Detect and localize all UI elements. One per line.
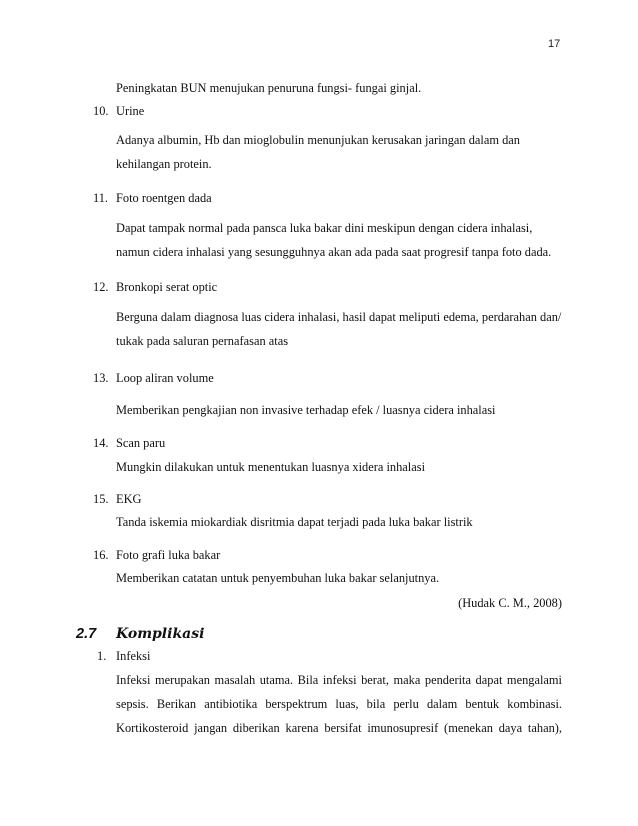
item-10-line-2: kehilangan protein. bbox=[116, 157, 212, 171]
komplikasi-1-number: 1. bbox=[97, 649, 107, 663]
item-14-number: 14. bbox=[93, 436, 109, 450]
komplikasi-1-title: Infeksi bbox=[116, 649, 151, 663]
item-13-line-1: Memberikan pengkajian non invasive terhadap efek / luasnya cidera inhalasi bbox=[116, 403, 496, 417]
item-13-number: 13. bbox=[93, 371, 109, 385]
item-12-number: 12. bbox=[93, 280, 109, 294]
komplikasi-1-line-2: sepsis. Berikan antibiotika berspektrum luas, bila perlu dalam bentuk kombinasi. bbox=[116, 697, 562, 711]
item-11-line-1: Dapat tampak normal pada pansca luka bakar dini meskipun dengan cidera inhalasi, bbox=[116, 221, 533, 235]
item-16-title: Foto grafi luka bakar bbox=[116, 548, 221, 562]
item-10-line-1: Adanya albumin, Hb dan mioglobulin menunjukan kerusakan jaringan dalam dan bbox=[116, 133, 520, 147]
item-15-line-1: Tanda iskemia miokardiak disritmia dapat terjadi pada luka bakar listrik bbox=[116, 515, 473, 529]
item-16-number: 16. bbox=[93, 548, 109, 562]
page-number: 17 bbox=[548, 38, 561, 50]
item-14-title: Scan paru bbox=[116, 436, 166, 450]
komplikasi-1-line-3: Kortikosteroid jangan diberikan karena bersifat imunosupresif (menekan daya tahan), bbox=[116, 721, 562, 735]
item-12-line-2: tukak pada saluran pernafasan atas bbox=[116, 334, 289, 348]
item-10-number: 10. bbox=[93, 104, 109, 118]
item-11-line-2: namun cidera inhalasi yang sesungguhnya akan ada pada saat progresif tanpa foto dada. bbox=[116, 245, 552, 259]
item-10-title: Urine bbox=[116, 104, 145, 118]
item-14-line-1: Mungkin dilakukan untuk menentukan luasnya xidera inhalasi bbox=[116, 460, 426, 474]
item-12-line-1: Berguna dalam diagnosa luas cidera inhalasi, hasil dapat meliputi edema, perdarahan dan/ bbox=[116, 310, 562, 324]
item-11-title: Foto roentgen dada bbox=[116, 191, 212, 205]
section-title: Komplikasi bbox=[116, 626, 205, 642]
item-12-title: Bronkopi serat optic bbox=[116, 280, 218, 294]
citation: (Hudak C. M., 2008) bbox=[458, 596, 562, 610]
item-15-title: EKG bbox=[116, 492, 142, 506]
item-13-title: Loop aliran volume bbox=[116, 371, 214, 385]
komplikasi-1-line-1: Infeksi merupakan masalah utama. Bila infeksi berat, maka penderita dapat mengalami bbox=[116, 673, 562, 687]
item-15-number: 15. bbox=[93, 492, 109, 506]
bun-text: Peningkatan BUN menujukan penuruna fungsi- fungai ginjal. bbox=[116, 81, 422, 95]
item-16-line-1: Memberikan catatan untuk penyembuhan luka bakar selanjutnya. bbox=[116, 571, 440, 585]
section-number: 2.7 bbox=[76, 626, 97, 642]
item-11-number: 11. bbox=[93, 191, 109, 205]
